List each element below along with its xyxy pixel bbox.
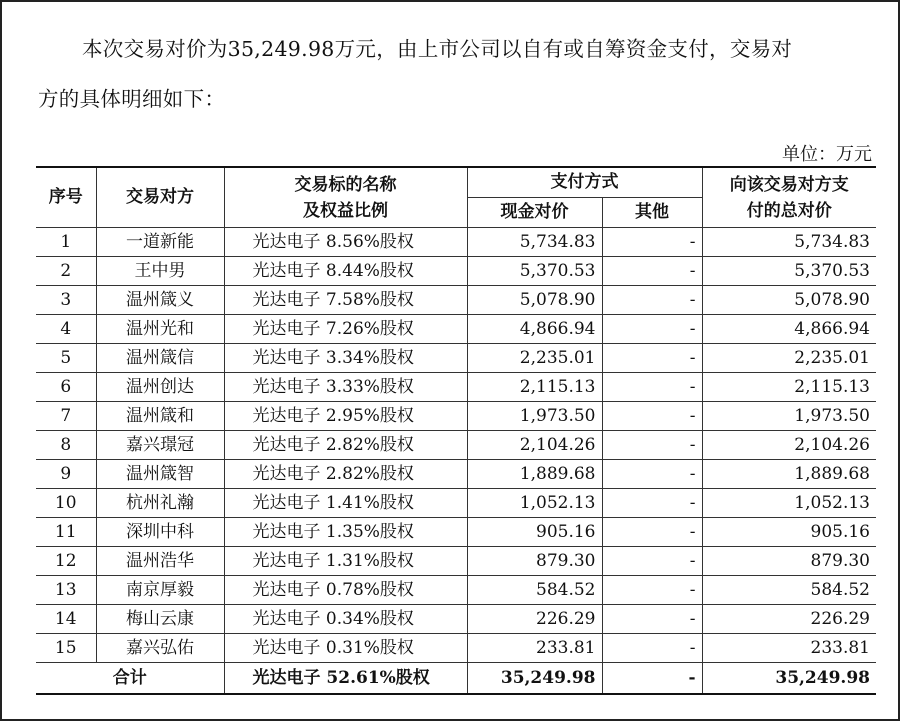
- cell-total: 1,973.50: [702, 402, 876, 431]
- cell-cash: 233.81: [467, 634, 602, 663]
- cell-other: -: [602, 257, 702, 286]
- cell-target: 光达电子 0.31%股权: [224, 634, 467, 663]
- cell-other: -: [602, 489, 702, 518]
- cell-seq: 1: [36, 228, 96, 257]
- cell-total: 233.81: [702, 634, 876, 663]
- cell-target: 光达电子 1.41%股权: [224, 489, 467, 518]
- cell-target: 光达电子 7.26%股权: [224, 315, 467, 344]
- cell-total: 1,889.68: [702, 460, 876, 489]
- cell-target: 光达电子 7.58%股权: [224, 286, 467, 315]
- cell-other: -: [602, 518, 702, 547]
- table-row: [36, 576, 876, 605]
- payment-table: [36, 166, 876, 695]
- cell-total: 2,115.13: [702, 373, 876, 402]
- table-row: [36, 605, 876, 634]
- table-row: [36, 228, 876, 257]
- cell-party: 杭州礼瀚: [96, 489, 224, 518]
- cell-other: -: [602, 228, 702, 257]
- cell-seq: 7: [36, 402, 96, 431]
- intro-paragraph-line1: 本次交易对价为35,249.98万元，由上市公司以自有或自筹资金支付，交易对: [82, 37, 793, 61]
- cell-total: 2,104.26: [702, 431, 876, 460]
- cell-other: -: [602, 605, 702, 634]
- cell-cash: 2,115.13: [467, 373, 602, 402]
- total-other: -: [602, 663, 702, 695]
- header-target-line2: 及权益比例: [303, 200, 388, 221]
- cell-target: 光达电子 1.35%股权: [224, 518, 467, 547]
- cell-party: 温州箴信: [96, 344, 224, 373]
- cell-other: -: [602, 344, 702, 373]
- table-row: [36, 489, 876, 518]
- table-row: [36, 547, 876, 576]
- cell-target: 光达电子 3.33%股权: [224, 373, 467, 402]
- table-row: [36, 431, 876, 460]
- cell-party: 温州光和: [96, 315, 224, 344]
- total-amount: 35,249.98: [702, 663, 876, 695]
- cell-party: 温州创达: [96, 373, 224, 402]
- cell-seq: 12: [36, 547, 96, 576]
- cell-total: 879.30: [702, 547, 876, 576]
- header-counterparty: 交易对方: [96, 167, 224, 228]
- header-target-line1: 交易标的名称: [294, 174, 397, 195]
- cell-total: 1,052.13: [702, 489, 876, 518]
- cell-seq: 13: [36, 576, 96, 605]
- cell-target: 光达电子 0.34%股权: [224, 605, 467, 634]
- header-cash: 现金对价: [467, 198, 602, 228]
- cell-cash: 905.16: [467, 518, 602, 547]
- cell-seq: 2: [36, 257, 96, 286]
- cell-party: 深圳中科: [96, 518, 224, 547]
- cell-seq: 14: [36, 605, 96, 634]
- cell-party: 嘉兴璟冠: [96, 431, 224, 460]
- cell-other: -: [602, 373, 702, 402]
- table-row: [36, 634, 876, 663]
- cell-party: 王中男: [96, 257, 224, 286]
- cell-total: 226.29: [702, 605, 876, 634]
- table-row: [36, 460, 876, 489]
- header-payment: 支付方式: [467, 167, 702, 198]
- table-row: [36, 257, 876, 286]
- cell-seq: 3: [36, 286, 96, 315]
- cell-seq: 15: [36, 634, 96, 663]
- cell-party: 温州浩华: [96, 547, 224, 576]
- cell-party: 温州箴和: [96, 402, 224, 431]
- cell-seq: 8: [36, 431, 96, 460]
- cell-party: 一道新能: [96, 228, 224, 257]
- cell-target: 光达电子 8.56%股权: [224, 228, 467, 257]
- cell-total: 5,370.53: [702, 257, 876, 286]
- total-label: 合计: [36, 663, 224, 695]
- cell-total: 5,078.90: [702, 286, 876, 315]
- total-target: 光达电子 52.61%股权: [224, 663, 467, 695]
- header-total-line2: 付的总对价: [746, 200, 832, 221]
- cell-seq: 10: [36, 489, 96, 518]
- cell-other: -: [602, 315, 702, 344]
- cell-other: -: [602, 286, 702, 315]
- header-total-line1: 向该交易对方支: [729, 174, 849, 195]
- cell-seq: 4: [36, 315, 96, 344]
- header-target: [224, 167, 467, 228]
- cell-other: -: [602, 576, 702, 605]
- cell-target: 光达电子 8.44%股权: [224, 257, 467, 286]
- header-total: [702, 167, 876, 228]
- cell-cash: 2,235.01: [467, 344, 602, 373]
- table-row: [36, 315, 876, 344]
- cell-total: 905.16: [702, 518, 876, 547]
- cell-target: 光达电子 0.78%股权: [224, 576, 467, 605]
- cell-cash: 5,370.53: [467, 257, 602, 286]
- cell-seq: 9: [36, 460, 96, 489]
- cell-cash: 4,866.94: [467, 315, 602, 344]
- cell-other: -: [602, 460, 702, 489]
- cell-cash: 5,734.83: [467, 228, 602, 257]
- cell-seq: 11: [36, 518, 96, 547]
- cell-total: 584.52: [702, 576, 876, 605]
- cell-seq: 5: [36, 344, 96, 373]
- cell-other: -: [602, 402, 702, 431]
- header-seq: 序号: [36, 167, 96, 228]
- cell-party: 温州箴义: [96, 286, 224, 315]
- cell-cash: 1,052.13: [467, 489, 602, 518]
- cell-cash: 1,973.50: [467, 402, 602, 431]
- cell-total: 2,235.01: [702, 344, 876, 373]
- cell-target: 光达电子 2.82%股权: [224, 431, 467, 460]
- cell-cash: 5,078.90: [467, 286, 602, 315]
- cell-cash: 226.29: [467, 605, 602, 634]
- unit-label: 单位：万元: [782, 144, 872, 165]
- cell-other: -: [602, 634, 702, 663]
- cell-target: 光达电子 2.95%股权: [224, 402, 467, 431]
- cell-party: 嘉兴弘佑: [96, 634, 224, 663]
- cell-party: 梅山云康: [96, 605, 224, 634]
- cell-seq: 6: [36, 373, 96, 402]
- cell-cash: 879.30: [467, 547, 602, 576]
- intro-paragraph-line2: 方的具体明细如下：: [38, 87, 226, 111]
- cell-target: 光达电子 2.82%股权: [224, 460, 467, 489]
- header-other: 其他: [602, 198, 702, 228]
- table-row: [36, 518, 876, 547]
- cell-target: 光达电子 1.31%股权: [224, 547, 467, 576]
- cell-cash: 1,889.68: [467, 460, 602, 489]
- cell-cash: 584.52: [467, 576, 602, 605]
- cell-cash: 2,104.26: [467, 431, 602, 460]
- table-body: [36, 228, 876, 695]
- cell-other: -: [602, 431, 702, 460]
- table-row: [36, 286, 876, 315]
- table-row: [36, 402, 876, 431]
- total-cash: 35,249.98: [467, 663, 602, 695]
- table-row: [36, 373, 876, 402]
- cell-party: 温州箴智: [96, 460, 224, 489]
- table-row: [36, 344, 876, 373]
- cell-party: 南京厚毅: [96, 576, 224, 605]
- cell-total: 4,866.94: [702, 315, 876, 344]
- total-row: [36, 663, 876, 695]
- cell-other: -: [602, 547, 702, 576]
- cell-total: 5,734.83: [702, 228, 876, 257]
- cell-target: 光达电子 3.34%股权: [224, 344, 467, 373]
